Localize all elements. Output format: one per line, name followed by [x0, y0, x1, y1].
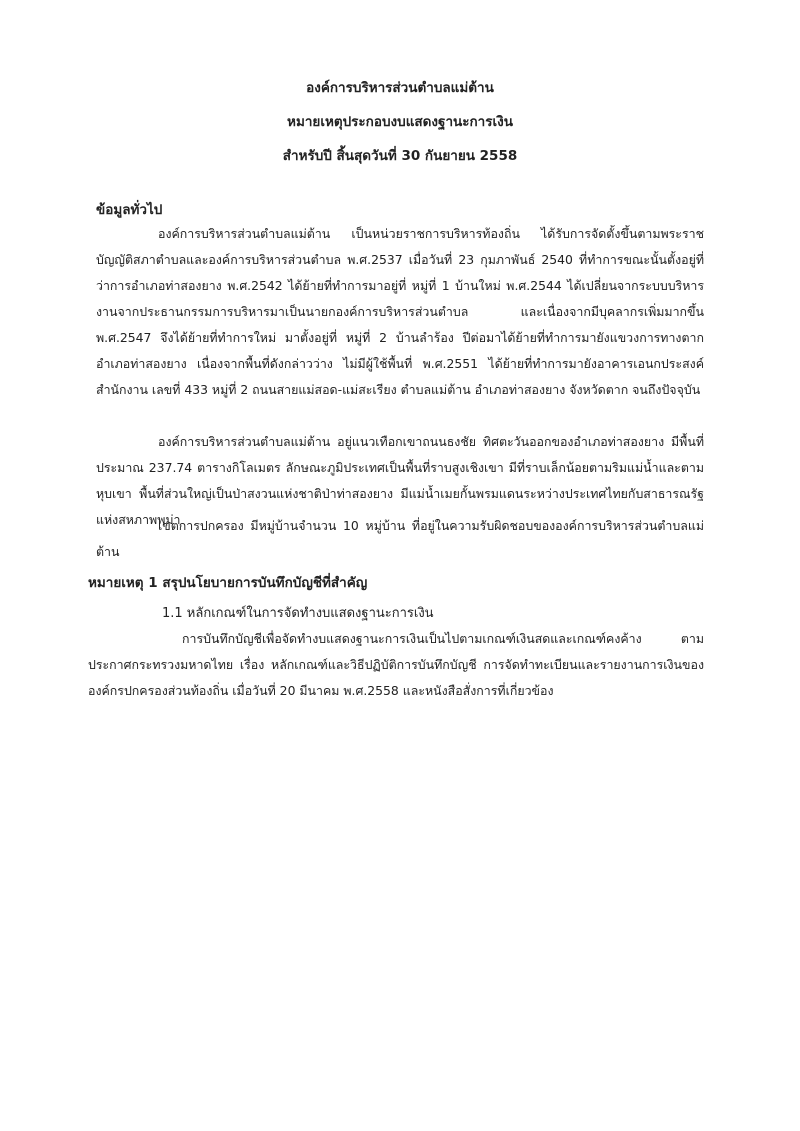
general-info-paragraph-1: องค์การบริหารส่วนตำบลแม่ต้าน เป็นหน่วยราชการบริหารท้องถิ่น ได้รับการจัดตั้งขึ้นตามพระราชบัญญัติสภาตำบลและองค์การบริหารส่วนตำบล พ.ศ.2537 เมื่อวันที่ 23 กุมภาพันธ์ 2540 ที่ทำการขณะนั้นตั้งอยู่ที่ว่าการอำเภอท่าสองยาง พ.ศ.2542 ได้ย้ายที่ทำการมาอยู่ที่ หมู่ที่ 1 บ้านใหม่ พ.ศ.2544 ได้เปลี่ยนจากระบบบริหารงานจากประธานกรรมการบริหารมาเป็นนายกองค์การบริหารส่วนตำบล และเนื่องจากมีบุคลากรเพิ่มมากขึ้น พ.ศ.2547 จึงได้ย้ายที่ทำการใหม่ มาตั้งอยู่ที่ หมู่ที่ 2 บ้านลำร้อง ปีต่อมาได้ย้ายที่ทำการมายังแขวงการทางตาก อำเภอท่าสองยาง เนื่องจากพื้นที่ดังกล่าวว่าง ไม่มีผู้ใช้พื้นที่ พ.ศ.2551 ได้ย้ายที่ทำการมายังอาคารเอนกประสงค์ สำนักงาน เลขที่ 433 หมู่ที่ 2 ถนนสายแม่สอด-แม่สะเรียง ตำบลแม่ต้าน อำเภอท่าสองยาง จังหวัดตาก จนถึงปัจจุบัน	[96, 226, 704, 397]
period-line: สำหรับปี สิ้นสุดวันที่ 30 กันยายน 2558	[282, 148, 518, 164]
note-1-1-subheading: 1.1 หลักเกณฑ์ในการจัดทำงบแสดงฐานะการเงิน	[162, 606, 434, 621]
general-info-paragraph-2: องค์การบริหารส่วนตำบลแม่ต้าน อยู่แนวเทือกเขาถนนธงชัย ทิศตะวันออกของอำเภอท่าสองยาง มีพื้นที่ประมาณ 237.74 ตารางกิโลเมตร ลักษณะภูมิประเทศเป็นพื้นที่ราบสูงเชิงเขา มีที่ราบเล็กน้อยตามริมแม่น้ำและตามหุบเขา พื้นที่ส่วนใหญ่เป็นป่าสงวนแห่งชาติป่าท่าสองยาง มีแม่น้ำเมยกั้นพรมแดนระหว่างประเทศไทยกับสาธารณรัฐแห่งสหภาพพม่า	[96, 434, 704, 527]
note-1-heading: หมายเหตุ 1 สรุปนโยบายการบันทึกบัญชีที่สำคัญ	[88, 575, 368, 591]
general-info-paragraph-3: เขตการปกครอง มีหมู่บ้านจำนวน 10 หมู่บ้าน ที่อยู่ในความรับผิดชอบขององค์การบริหารส่วนตำบลแม่ต้าน	[96, 518, 704, 559]
document-title: หมายเหตุประกอบงบแสดงฐานะการเงิน	[287, 114, 513, 130]
general-info-heading: ข้อมูลทั่วไป	[96, 202, 163, 218]
document-header	[0, 79, 800, 181]
org-name: องค์การบริหารส่วนตำบลแม่ต้าน	[306, 80, 494, 96]
note-1-1-paragraph: การบันทึกบัญชีเพื่อจัดทำงบแสดงฐานะการเงินเป็นไปตามเกณฑ์เงินสดและเกณฑ์คงค้าง ตามประกาศกระทรวงมหาดไทย เรื่อง หลักเกณฑ์และวิธีปฏิบัติการบันทึกบัญชี การจัดทำทะเบียนและรายงานการเงินขององค์กรปกครองส่วนท้องถิ่น เมื่อวันที่ 20 มีนาคม พ.ศ.2558 และหนังสือสั่งการที่เกี่ยวข้อง	[88, 631, 704, 698]
